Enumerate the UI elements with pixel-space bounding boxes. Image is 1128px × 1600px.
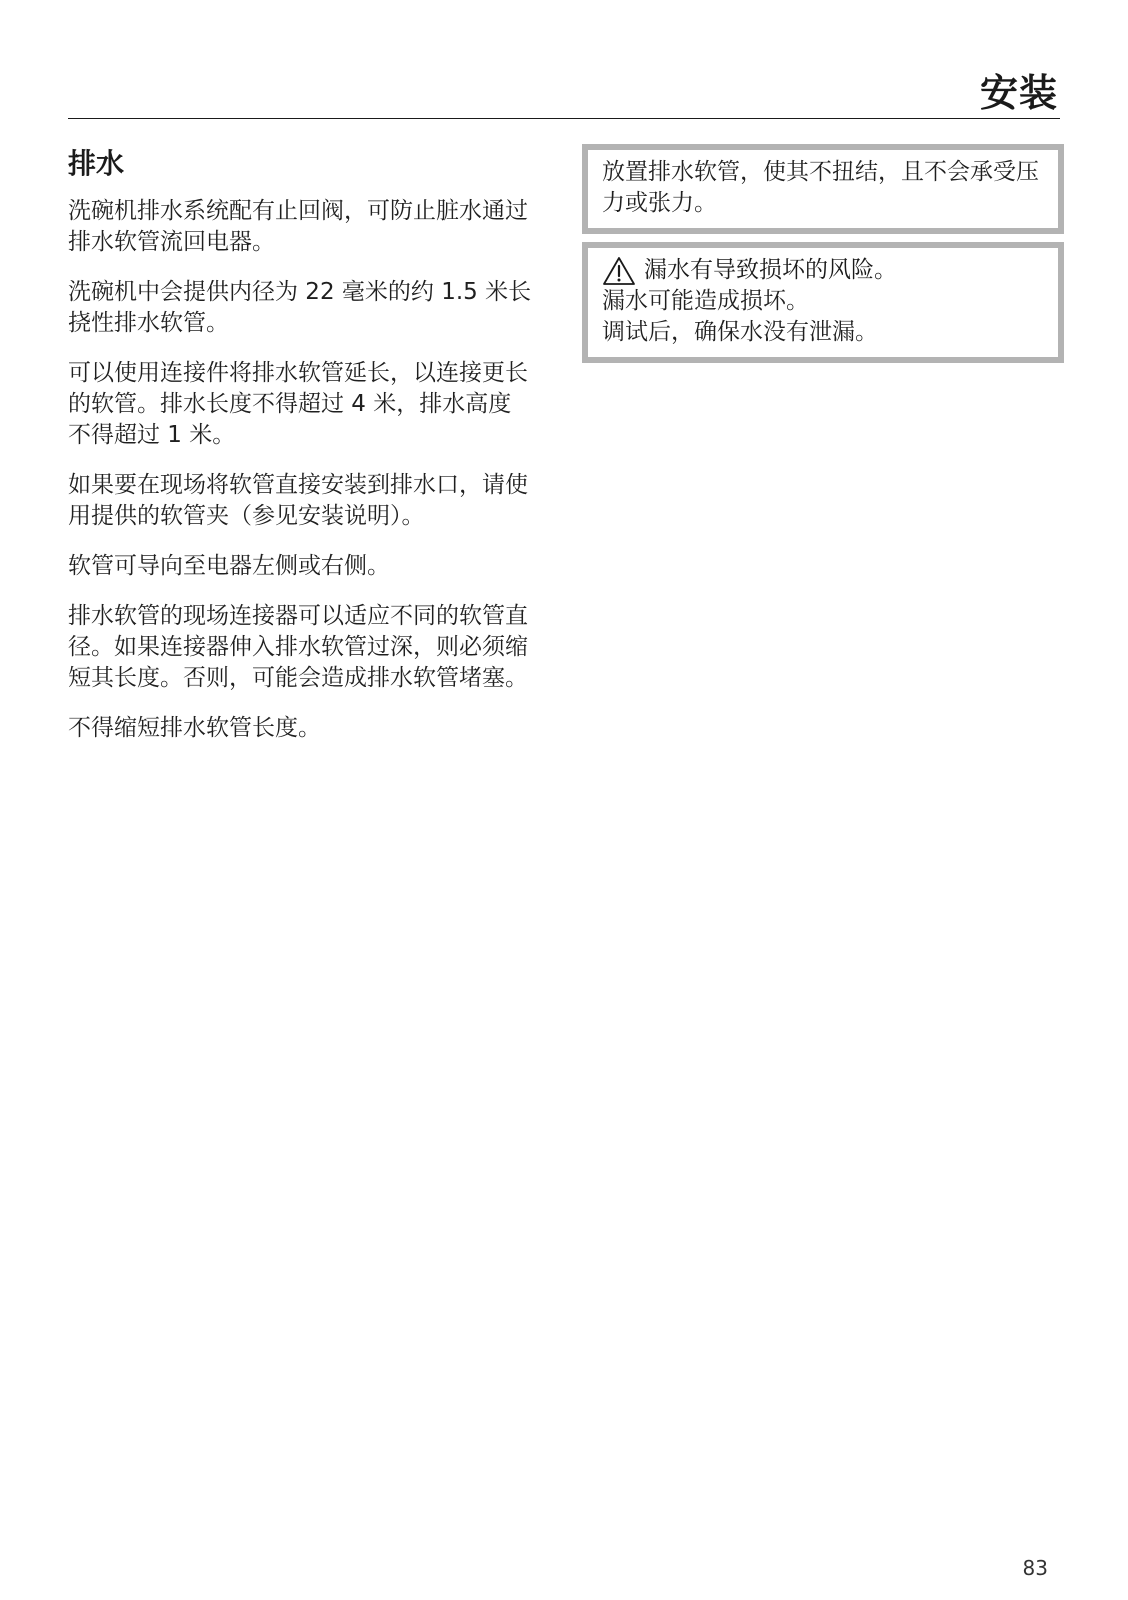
warning-heading: 漏水有导致损坏的风险。 [644,257,897,283]
paragraph-no-shortening: 不得缩短排水软管长度。 [68,715,321,741]
paragraph-extension: 可以使用连接件将排水软管延长，以连接更长的软管。排水长度不得超过 4 米，排水高度不得超过 1 米。 [68,360,528,448]
section-title: 排水 [68,147,125,180]
notice-box [582,144,1064,234]
warning-heading-line [602,255,1044,286]
notes-column [582,144,1064,371]
notice-text: 放置排水软管，使其不扭结，且不会承受压力或张力。 [602,159,1039,216]
paragraph-hose-spec: 洗碗机中会提供内径为 22 毫米的约 1.5 米长挠性排水软管。 [68,279,532,336]
warning-box [582,242,1064,363]
header-divider [68,118,1060,119]
paragraph-hose-direction: 软管可导向至电器左侧或右侧。 [68,553,390,579]
paragraph-hose-clamp: 如果要在现场将软管直接安装到排水口，请使用提供的软管夹（参见安装说明）。 [68,472,528,529]
warning-triangle-icon [602,256,636,286]
paragraph-check-valve: 洗碗机排水系统配有止回阀，可防止脏水通过排水软管流回电器。 [68,198,528,255]
drainage-section [68,146,532,763]
page-header-title: 安装 [979,71,1058,115]
warning-line-1: 漏水可能造成损坏。 [602,288,809,314]
warning-line-2: 调试后，确保水没有泄漏。 [602,319,878,345]
paragraph-connector: 排水软管的现场连接器可以适应不同的软管直径。如果连接器伸入排水软管过深，则必须缩短其长度。否则，可能会造成排水软管堵塞。 [68,603,528,691]
page-number: 83 [1022,1556,1048,1580]
